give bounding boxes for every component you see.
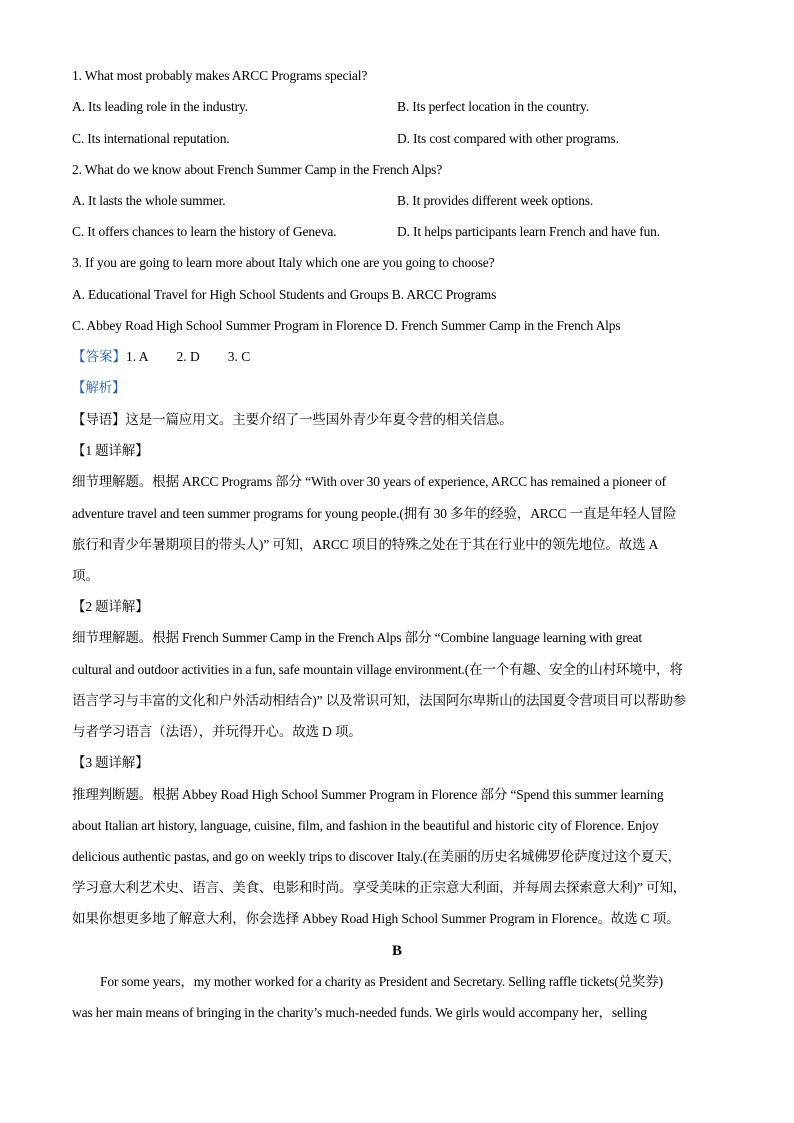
detail-2-line-2: cultural and outdoor activities in a fun, safe mountain village environment.(在一个有趣、安全的山村环境中，将 <box>72 662 683 677</box>
question-2-option-b: B. It provides different week options. <box>397 193 594 208</box>
detail-1-line-4: 项。 <box>72 568 99 583</box>
question-1-option-c: C. Its international reputation. <box>72 131 230 146</box>
detail-2-line-4: 与者学习语言（法语），并玩得开心。故选 D 项。 <box>72 724 362 739</box>
detail-2-line-1: 细节理解题。根据 French Summer Camp in the French Alps 部分 “Combine language learning with great <box>72 630 642 645</box>
question-2-option-c: C. It offers chances to learn the history of Geneva. <box>72 224 337 239</box>
detail-1-title: 【1 题详解】 <box>72 443 149 458</box>
detail-3-line-1: 推理判断题。根据 Abbey Road High School Summer Program in Florence 部分 “Spend this summer learning <box>72 787 664 802</box>
detail-2-line-3: 语言学习与丰富的文化和户外活动相结合)” 以及常识可知，法国阿尔卑斯山的法国夏令营项目可以帮助参 <box>72 693 687 708</box>
detail-2-title: 【2 题详解】 <box>72 599 149 614</box>
answer-3: 3. C <box>227 349 251 364</box>
question-2-option-a: A. It lasts the whole summer. <box>72 193 226 208</box>
question-1-option-b: B. Its perfect location in the country. <box>397 99 589 114</box>
passage-b-line-1: For some years，my mother worked for a charity as President and Secretary. Selling raffle tickets(兑奖券) <box>100 974 663 989</box>
question-1-option-a: A. Its leading role in the industry. <box>72 99 248 114</box>
analysis-guide: 【导语】这是一篇应用文。主要介绍了一些国外青少年夏令营的相关信息。 <box>72 412 513 427</box>
answer-line <box>72 348 250 366</box>
answer-tag: 【答案】 <box>72 349 126 364</box>
detail-3-line-5: 如果你想更多地了解意大利，你会选择 Abbey Road High School Summer Program in Florence。故选 C 项。 <box>72 911 680 926</box>
question-1-stem: 1. What most probably makes ARCC Programs special? <box>72 68 368 83</box>
analysis-tag: 【解析】 <box>72 380 126 395</box>
detail-3-title: 【3 题详解】 <box>72 755 149 770</box>
detail-3-line-2: about Italian art history, language, cuisine, film, and fashion in the beautiful and historic city of Florence. Enjoy <box>72 818 659 833</box>
question-2-stem: 2. What do we know about French Summer Camp in the French Alps? <box>72 162 443 177</box>
question-3-options-ab: A. Educational Travel for High School Students and Groups B. ARCC Programs <box>72 287 497 302</box>
detail-1-line-3: 旅行和青少年暑期项目的带头人)” 可知，ARCC 项目的特殊之处在于其在行业中的领先地位。故选 A <box>72 537 659 552</box>
section-b-title: B <box>391 943 402 959</box>
passage-b-line-2: was her main means of bringing in the charity’s much-needed funds. We girls would accompany her，selling <box>72 1005 647 1020</box>
question-2-option-d: D. It helps participants learn French and have fun. <box>397 224 661 239</box>
answer-2: 2. D <box>176 349 200 364</box>
detail-3-line-4: 学习意大利艺术史、语言、美食、电影和时尚。享受美味的正宗意大利面，并每周去探索意大利)” 可知， <box>72 880 687 895</box>
detail-1-line-1: 细节理解题。根据 ARCC Programs 部分 “With over 30 years of experience, ARCC has remained a pioneer of <box>72 474 666 489</box>
question-1-option-d: D. Its cost compared with other programs. <box>397 131 619 146</box>
detail-1-line-2: adventure travel and teen summer programs for young people.(拥有 30 多年的经验，ARCC 一直是年轻人冒险 <box>72 506 677 521</box>
detail-3-line-3: delicious authentic pastas, and go on weekly trips to discover Italy.(在美丽的历史名城佛罗伦萨度过这个夏天， <box>72 849 681 864</box>
question-3-options-cd: C. Abbey Road High School Summer Program in Florence D. French Summer Camp in the French Alps <box>72 318 621 333</box>
answer-1: 1. A <box>126 349 149 364</box>
question-3-stem: 3. If you are going to learn more about Italy which one are you going to choose? <box>72 255 495 270</box>
